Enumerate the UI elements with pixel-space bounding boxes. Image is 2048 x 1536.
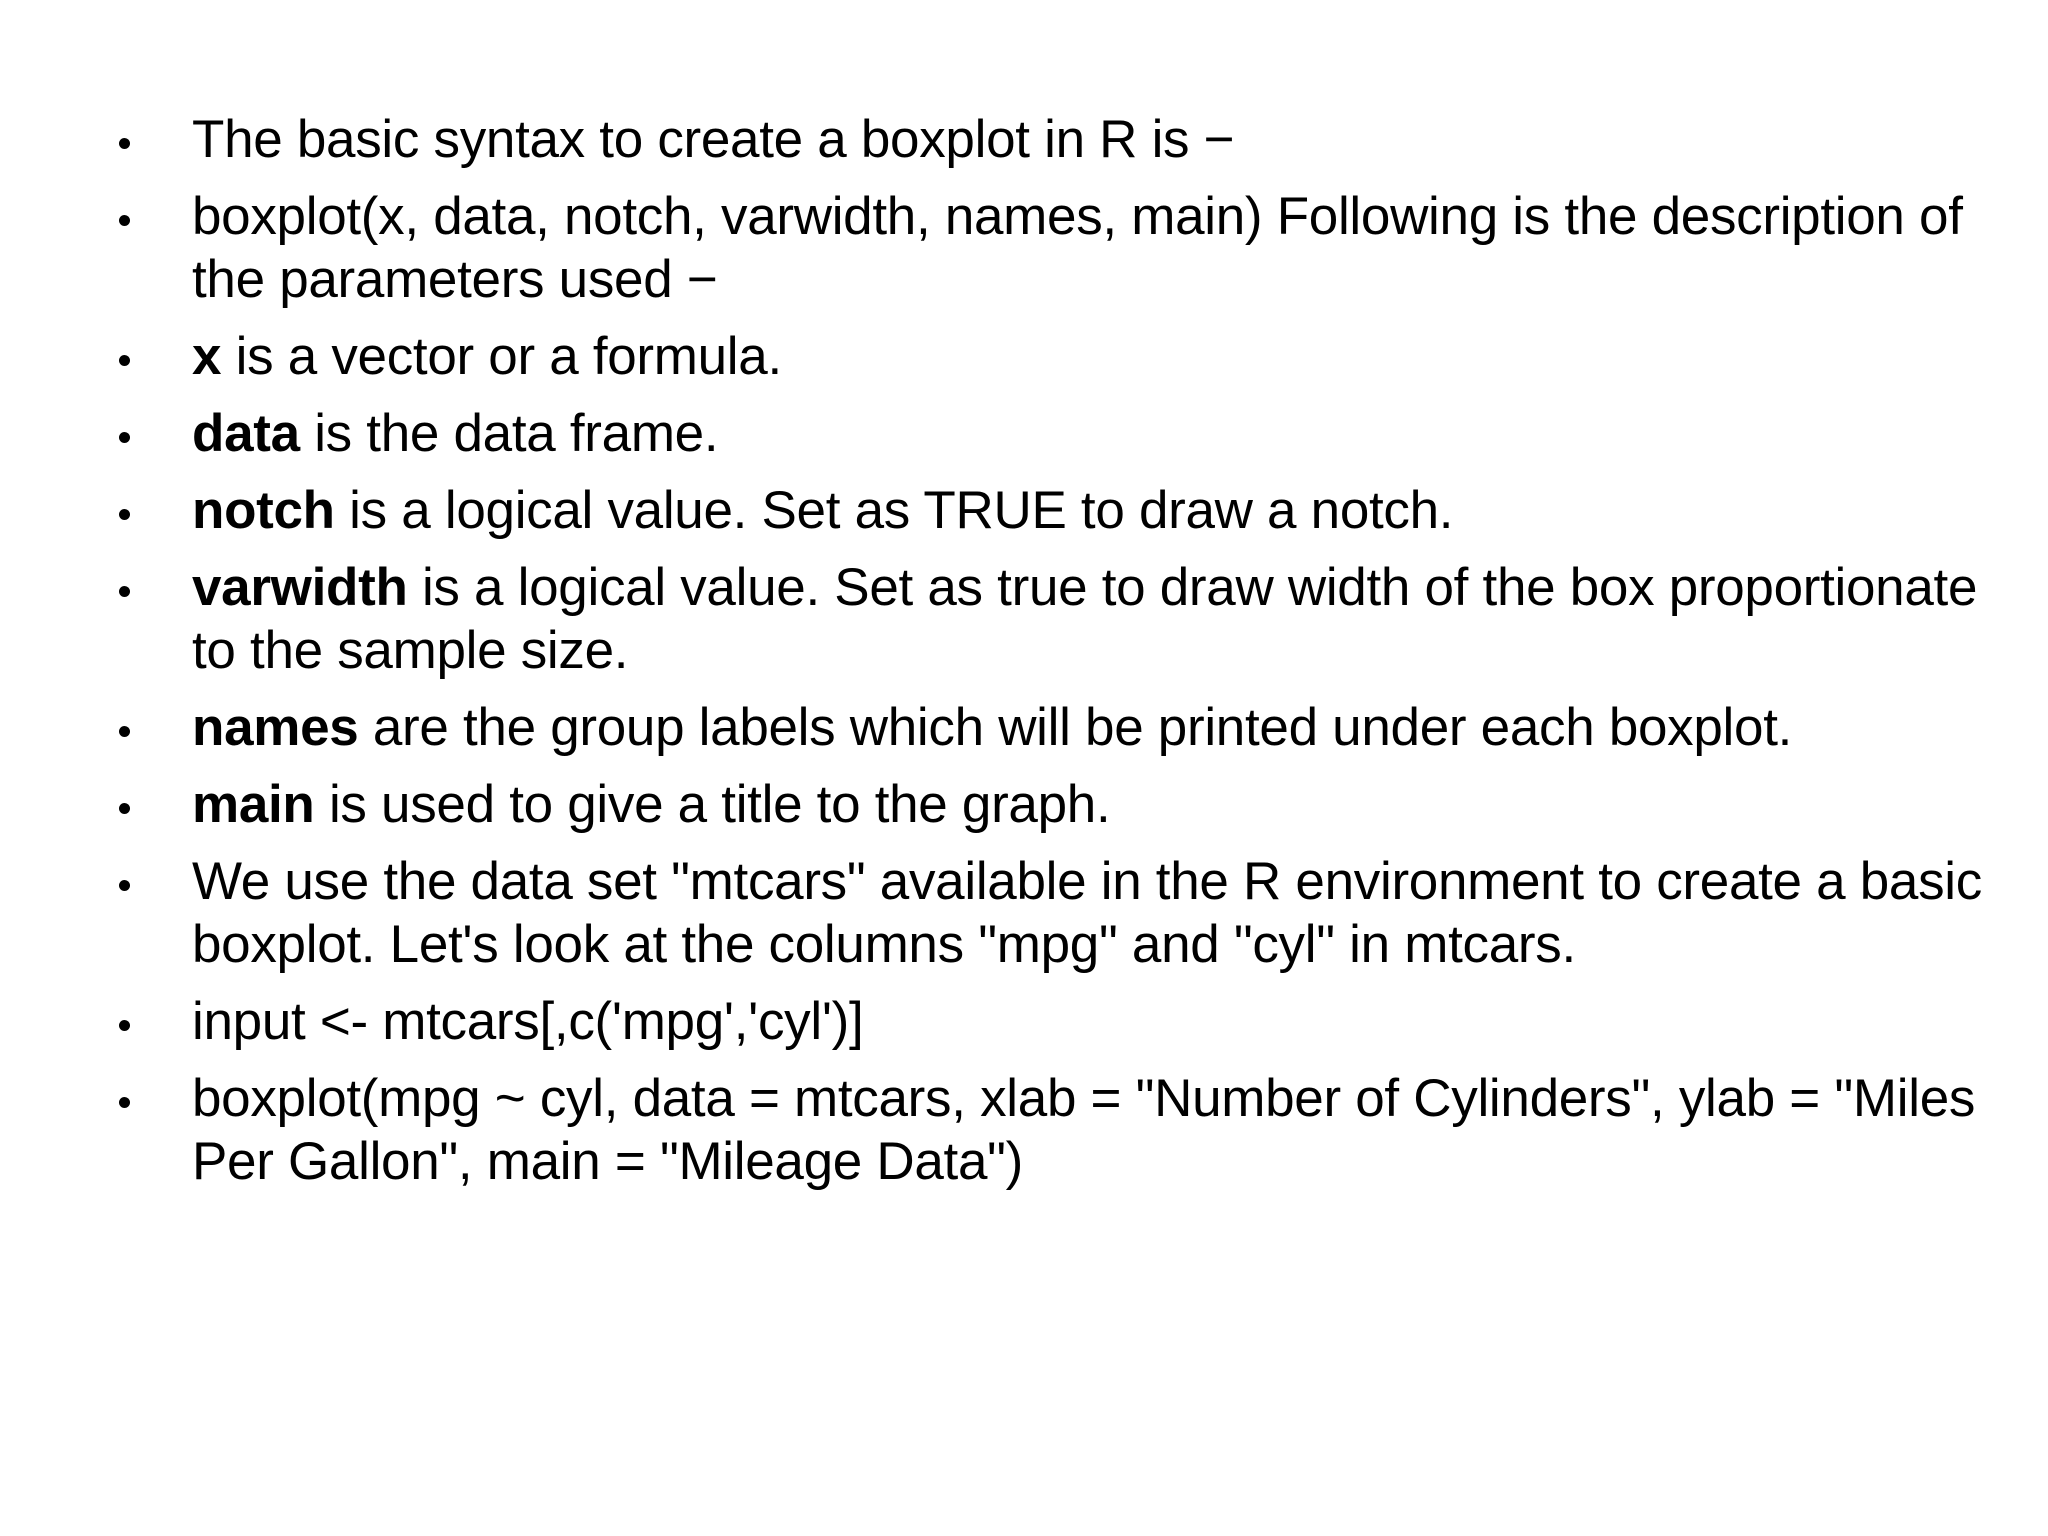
bullet-item bbox=[110, 479, 2010, 542]
bullet-item bbox=[110, 1067, 2010, 1193]
bullet-item bbox=[110, 185, 2010, 311]
bullet-icon bbox=[114, 185, 134, 248]
bullet-item bbox=[110, 325, 2010, 388]
bullet-list bbox=[110, 108, 2010, 1207]
bullet-text: is a vector or a formula. bbox=[221, 327, 782, 386]
bullet-icon bbox=[114, 325, 134, 388]
bullet-item bbox=[110, 402, 2010, 465]
bullet-item bbox=[110, 556, 2010, 682]
bullet-icon bbox=[114, 556, 134, 619]
bullet-text: is used to give a title to the graph. bbox=[314, 775, 1111, 834]
bullet-text: input <- mtcars[,c('mpg','cyl')] bbox=[192, 992, 864, 1051]
bullet-icon bbox=[114, 108, 134, 171]
bullet-icon bbox=[114, 402, 134, 465]
bullet-item bbox=[110, 850, 2010, 976]
bullet-text: is a logical value. Set as true to draw width of the box proportionate to the sample size. bbox=[192, 558, 1978, 680]
bullet-text: boxplot(x, data, notch, varwidth, names, main) Following is the description of the parameters used − bbox=[192, 187, 1963, 309]
bullet-term: names bbox=[192, 698, 359, 757]
bullet-item bbox=[110, 773, 2010, 836]
bullet-term: main bbox=[192, 775, 315, 834]
bullet-icon bbox=[114, 850, 134, 913]
bullet-item bbox=[110, 990, 2010, 1053]
bullet-item bbox=[110, 696, 2010, 759]
bullet-icon bbox=[114, 773, 134, 836]
bullet-icon bbox=[114, 479, 134, 542]
bullet-text: The basic syntax to create a boxplot in R is − bbox=[192, 110, 1235, 169]
bullet-term: x bbox=[192, 327, 222, 386]
bullet-term: data bbox=[192, 404, 300, 463]
bullet-text: boxplot(mpg ~ cyl, data = mtcars, xlab = "Number of Cylinders", ylab = "Miles Per Gallon", main = "Mileage Data") bbox=[192, 1069, 1976, 1191]
bullet-item bbox=[110, 108, 2010, 171]
bullet-term: varwidth bbox=[192, 558, 408, 617]
bullet-text: is a logical value. Set as TRUE to draw a notch. bbox=[334, 481, 1454, 540]
bullet-text: are the group labels which will be printed under each boxplot. bbox=[358, 698, 1793, 757]
bullet-term: notch bbox=[192, 481, 335, 540]
bullet-icon bbox=[114, 990, 134, 1053]
bullet-text: We use the data set "mtcars" available in the R environment to create a basic boxplot. Let's look at the columns "mpg" and "cyl" in mtcars. bbox=[192, 852, 1982, 974]
bullet-icon bbox=[114, 696, 134, 759]
bullet-text: is the data frame. bbox=[299, 404, 719, 463]
bullet-icon bbox=[114, 1067, 134, 1130]
